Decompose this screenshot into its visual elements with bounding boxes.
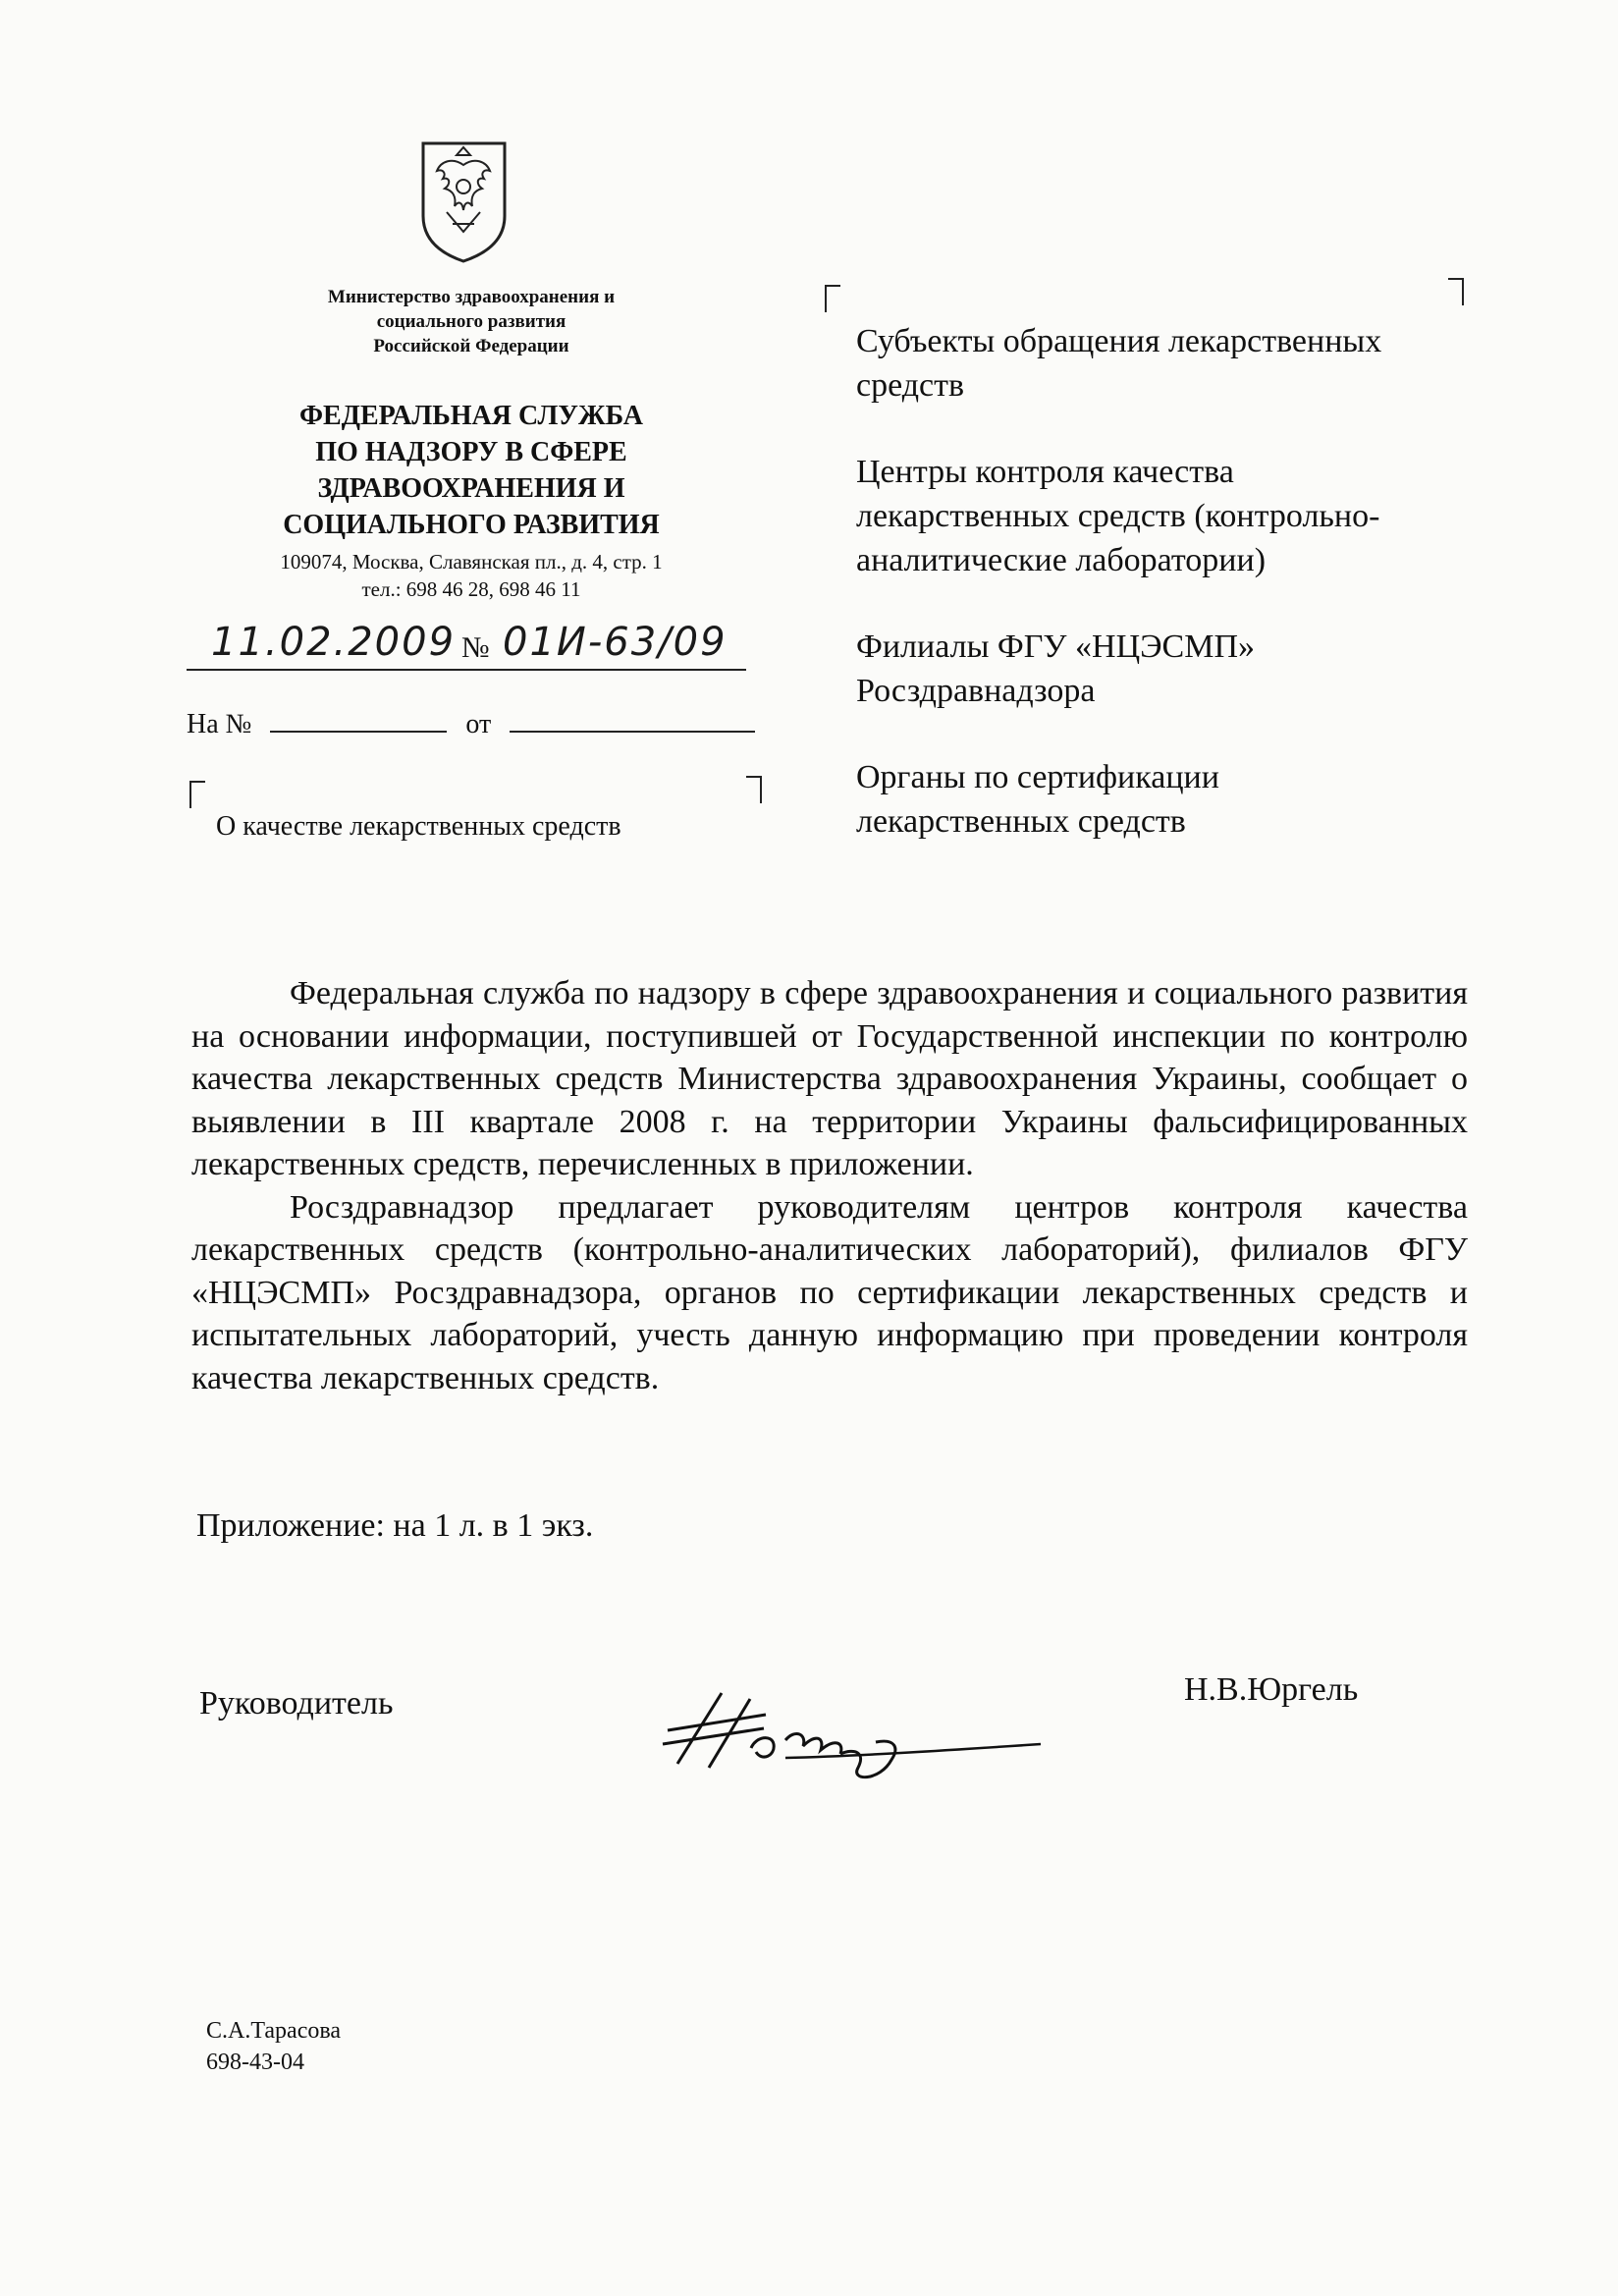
- executor-block: [206, 2015, 341, 2078]
- registration-date: 11.02.2009: [211, 620, 457, 665]
- signature-icon: [648, 1679, 1060, 1787]
- subject-line: О качестве лекарственных средств: [216, 811, 621, 842]
- address: 109074, Москва, Славянская пл., д. 4, стр. 1: [280, 550, 663, 574]
- address-block: [216, 548, 727, 603]
- recipients-block: [856, 319, 1406, 886]
- executor-phone: 698-43-04: [206, 2050, 304, 2075]
- phones: тел.: 698 46 28, 698 46 11: [361, 577, 581, 601]
- service-line: ЗДРАВООХРАНЕНИЯ И: [317, 473, 625, 504]
- ref-label: На №: [187, 709, 252, 739]
- service-line: СОЦИАЛЬНОГО РАЗВИТИЯ: [283, 510, 660, 540]
- recipient: Органы по сертификации лекарственных средств: [856, 759, 1219, 840]
- ministry-header: [285, 285, 658, 358]
- registration-number: 01И-63/09: [503, 620, 728, 665]
- bracket-right: [746, 776, 762, 803]
- executor-name: С.А.Тарасова: [206, 2018, 342, 2044]
- ministry-line: Российской Федерации: [373, 336, 569, 356]
- signer-name: Н.В.Юргель: [1184, 1671, 1359, 1708]
- recipient: Центры контроля качества лекарственных средств (контрольно-аналитические лаборатории): [856, 454, 1380, 578]
- ref-number-field: [270, 705, 447, 733]
- bracket-right: [1448, 278, 1464, 305]
- appendix-note: Приложение: на 1 л. в 1 экз.: [196, 1507, 594, 1544]
- service-title: [236, 398, 707, 543]
- recipient: Субъекты обращения лекарственных средств: [856, 323, 1382, 404]
- reference-line: [187, 705, 755, 740]
- coat-of-arms-icon: [417, 137, 511, 265]
- service-line: ПО НАДЗОРУ В СФЕРЕ: [315, 437, 627, 467]
- ministry-line: Министерство здравоохранения и: [327, 287, 616, 307]
- bracket-left: [825, 285, 840, 312]
- ref-date-field: [510, 705, 755, 733]
- registration-underline: [187, 669, 746, 671]
- ref-from-label: от: [465, 709, 492, 739]
- letter-body: [191, 972, 1468, 1399]
- signer-position: Руководитель: [199, 1685, 394, 1722]
- bracket-left: [189, 781, 205, 808]
- registration-line: [187, 620, 746, 671]
- body-paragraph: Федеральная служба по надзору в сфере здравоохранения и социального развития на основании информации, поступившей от Государственной инспекции по контролю качества лекарственных средств Министерства здравоохранения Украины, сообщает о выявлении в III квартале 2008 г. на территории Украины фальсифицированных лекарственных средств, перечисленных в приложении.: [191, 975, 1468, 1182]
- number-sign: №: [461, 631, 490, 664]
- body-paragraph: Росздравнадзор предлагает руководителям центров контроля качества лекарственных средств (контрольно-аналитических лабораторий), филиалов ФГУ «НЦЭСМП» Росздравнадзора, органов по сертификации лекарственных средств и испытательных лабораторий, учесть данную информацию при проведении контроля качества лекарственных средств.: [191, 1188, 1468, 1396]
- service-line: ФЕДЕРАЛЬНАЯ СЛУЖБА: [299, 401, 643, 431]
- recipient: Филиалы ФГУ «НЦЭСМП» Росздравнадзора: [856, 629, 1256, 709]
- ministry-line: социального развития: [376, 311, 566, 332]
